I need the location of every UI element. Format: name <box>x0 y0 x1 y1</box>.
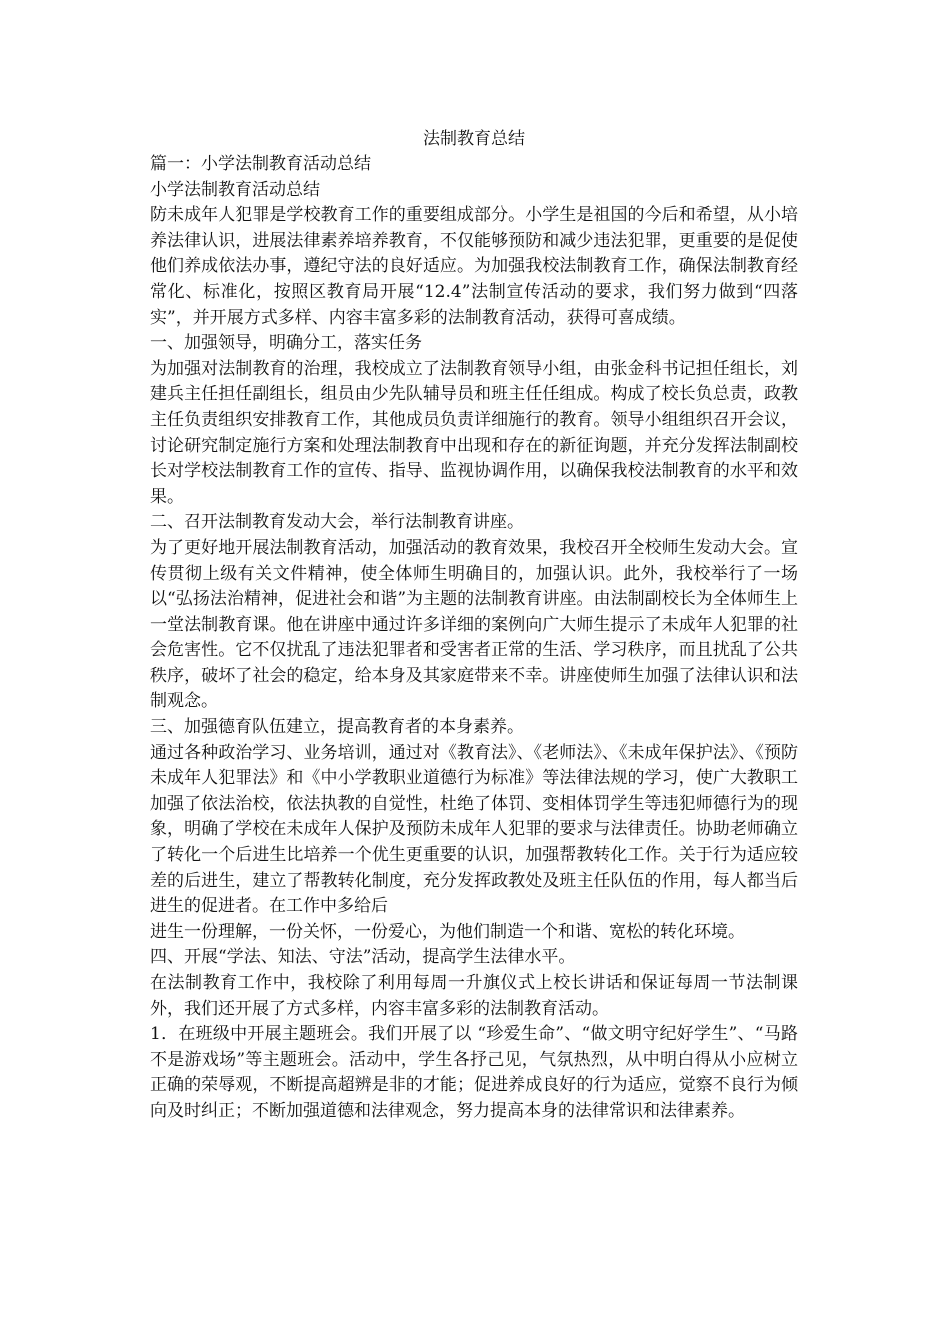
document-page <box>150 126 798 1125</box>
subtitle: 小学法制教育活动总结 <box>150 179 320 200</box>
section-heading-four: 四、开展“学法、知法、守法”活动，提高学生法律水平。 <box>150 947 576 968</box>
intro-paragraph: 防未成年人犯罪是学校教育工作的重要组成部分。小学生是祖国的今后和希望，从小培养法律认识，进展法律素养培养教育，不仅能够预防和减少违法犯罪，更重要的是促使他们养成依法办事，遵纪守法的良好适应。为加强我校法制教育工作，确保法制教育经常化、标准化，按照区教育局开展“12.4”法制宣传活动的要求，我们努力做到“四落实”，并开展方式多样、内容丰富多彩的法制教育活动，获得可喜成绩。 <box>150 205 798 328</box>
paragraph-leadership: 为加强对法制教育的治理，我校成立了法制教育领导小组，由张金科书记担任组长，刘建兵主任担任副组长，组员由少先队辅导员和班主任任组成。构成了校长负总责，政教主任负责组织安排教育工作，其他成员负责详细施行的教育。领导小组组织召开会议，讨论研究制定施行方案和处理法制教育中出现和存在的新征询题，并充分发挥法制副校长对学校法制教育工作的宣传、指导、监视协调作用，以确保我校法制教育的水平和效果。 <box>150 358 798 507</box>
paragraph-continuation: 进生一份理解，一份关怀，一份爱心，为他们制造一个和谐、宽松的转化环境。 <box>150 921 745 942</box>
section-heading-two: 二、召开法制教育发动大会，举行法制教育讲座。 <box>150 512 524 533</box>
section-heading-1: 篇一：小学法制教育活动总结 <box>150 154 371 174</box>
paragraph-lecture: 为了更好地开展法制教育活动，加强活动的教育效果，我校召开全校师生发动大会。宣传贯彻上级有关文件精神，使全体师生明确目的，加强认识。此外，我校举行了一场以“弘扬法治精神，促进社会和谐”为主题的法制教育讲座。由法制副校长为全体师生上一堂法制教育课。他在讲座中通过许多详细的案例向广大师生提示了未成年人犯罪的社会危害性。它不仅扰乱了违法犯罪者和受害者正常的生活、学习秩序，而且扰乱了公共秩序，破坏了社会的稳定，给本身及其家庭带来不幸。讲座使师生加强了法律认识和法制观念。 <box>150 537 798 712</box>
paragraph-class-meetings: 1．在班级中开展主题班会。我们开展了以 “珍爱生命”、“做文明守纪好学生”、“马路不是游戏场”等主题班会。活动中，学生各抒己见，气氛热烈，从中明白得从小应树立正确的荣辱观，不断提高超辨是非的才能；促进养成良好的行为适应，觉察不良行为倾向及时纠正；不断加强道德和法律观念，努力提高本身的法律常识和法律素养。 <box>150 1024 798 1121</box>
paragraph-moral-education: 通过各种政治学习、业务培训，通过对《教育法》、《老师法》、《未成年保护法》、《预防未成年人犯罪法》和《中小学教职业道德行为标准》等法律法规的学习，使广大教职工加强了依法治校，依法执教的自觉性，杜绝了体罚、变相体罚学生等违犯师德行为的现象，明确了学校在未成年人保护及预防未成年人犯罪的要求与法律责任。协助老师确立了转化一个后进生比培养一个优生更重要的认识，加强帮教转化工作。关于行为适应较差的后进生，建立了帮教转化制度，充分发挥政教处及班主任队伍的作用，每人都当后进生的促进者。在工作中多给后 <box>150 742 798 917</box>
section-heading-one: 一、加强领导，明确分工，落实任务 <box>150 333 422 354</box>
document-title: 法制教育总结 <box>423 129 525 149</box>
paragraph-activities: 在法制教育工作中，我校除了利用每周一升旗仪式上校长讲话和保证每周一节法制课外，我们还开展了方式多样，内容丰富多彩的法制教育活动。 <box>150 973 798 1019</box>
section-heading-three: 三、加强德育队伍建立，提高教育者的本身素养。 <box>150 717 524 738</box>
